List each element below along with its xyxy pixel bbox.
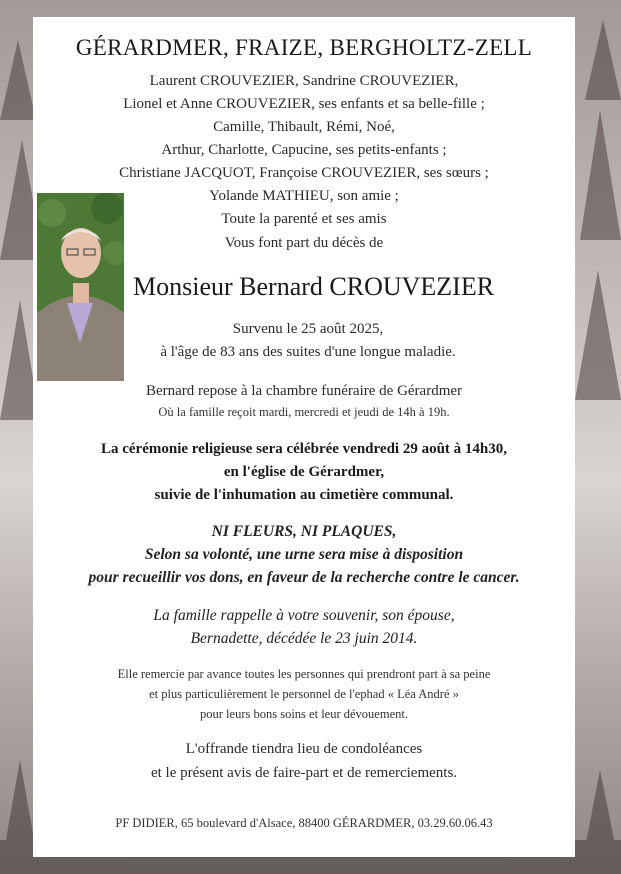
funeral-home-line: Bernard repose à la chambre funéraire de Gérardmer (145, 383, 463, 399)
death-cause: à l'âge de 83 ans des suites d'une longue maladie. (160, 344, 456, 360)
family-line-5: Christiane JACQUOT, Françoise CROUVEZIER, ses sœurs ; (119, 165, 489, 181)
ceremony-line-2: en l'église de Gérardmer, (223, 464, 385, 480)
deceased-name: Monsieur Bernard CROUVEZIER (133, 272, 495, 301)
portrait-photo (37, 193, 124, 381)
family-line-3: Camille, Thibault, Rémi, Noé, (213, 119, 395, 135)
flowers-line-1: NI FLEURS, NI PLAQUES, (211, 523, 397, 540)
memory-line-1: La famille rappelle à votre souvenir, son épouse, (153, 607, 455, 624)
header-locations: GÉRARDMER, FRAIZE, BERGHOLTZ-ZELL (75, 35, 533, 60)
flowers-line-3: pour recueillir vos dons, en faveur de la recherche contre le cancer. (88, 569, 520, 586)
ceremony-line-1: La cérémonie religieuse sera célébrée vendredi 29 août à 14h30, (100, 441, 508, 457)
visiting-hours-line: Où la famille reçoit mardi, mercredi et jeudi de 14h à 19h. (158, 405, 450, 419)
family-line-7: Toute la parenté et ses amis (221, 211, 387, 227)
funeral-director-footer: PF DIDIER, 65 boulevard d'Alsace, 88400 GÉRARDMER, 03.29.60.06.43 (115, 816, 493, 830)
ceremony-line-3: suivie de l'inhumation au cimetière communal. (154, 487, 454, 503)
closing-line-1: L'offrande tiendra lieu de condoléances (185, 741, 423, 757)
family-line-1: Laurent CROUVEZIER, Sandrine CROUVEZIER, (149, 73, 459, 89)
closing-line-2: et le présent avis de faire-part et de remerciements. (150, 765, 458, 781)
thanks-line-2: et plus particulièrement le personnel de l'ephad « Léa André » (149, 687, 459, 701)
family-line-2: Lionel et Anne CROUVEZIER, ses enfants et sa belle-fille ; (123, 96, 485, 112)
family-line-4: Arthur, Charlotte, Capucine, ses petits-enfants ; (161, 142, 447, 158)
family-line-8: Vous font part du décès de (224, 235, 384, 251)
thanks-line-1: Elle remercie par avance toutes les personnes qui prendront part à sa peine (117, 667, 491, 681)
death-date: Survenu le 25 août 2025, (232, 321, 384, 337)
obituary-card (33, 17, 575, 857)
flowers-line-2: Selon sa volonté, une urne sera mise à disposition (144, 546, 464, 563)
family-line-6: Yolande MATHIEU, son amie ; (209, 188, 399, 204)
memory-line-2: Bernadette, décédée le 23 juin 2014. (190, 630, 418, 647)
thanks-line-3: pour leurs bons soins et leur dévouement. (200, 707, 408, 721)
